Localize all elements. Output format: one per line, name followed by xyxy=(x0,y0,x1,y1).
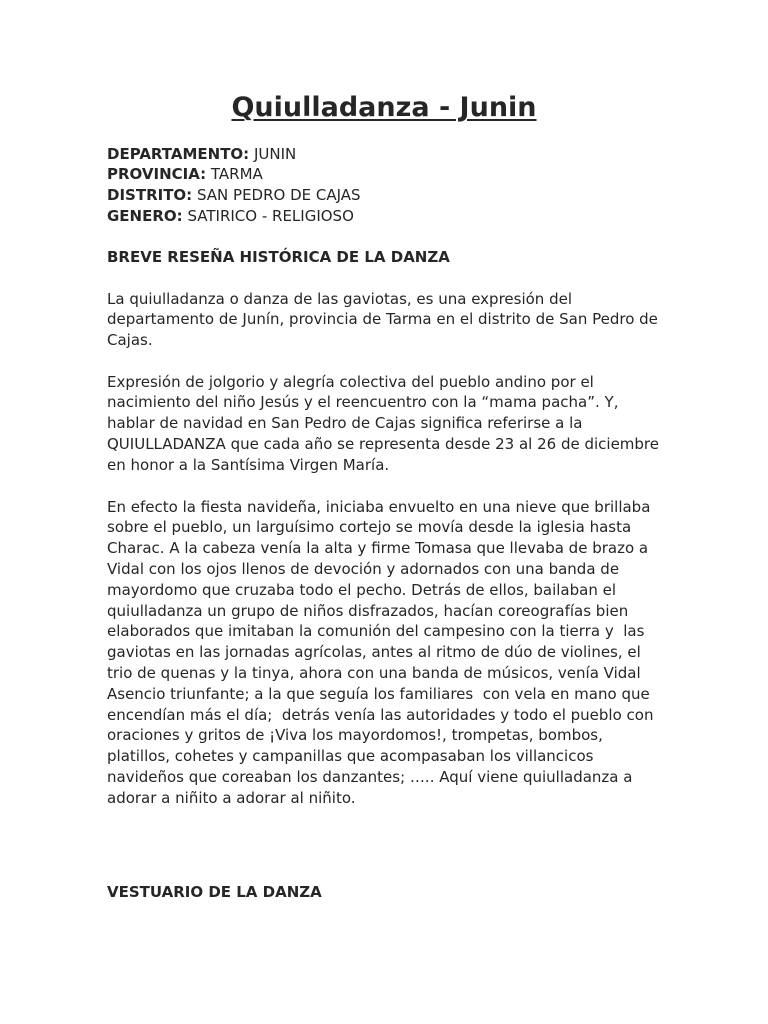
paragraph-line: adorar a niñito a adorar al niñito. xyxy=(107,788,356,807)
metadata-row-distrito xyxy=(107,185,707,206)
metadata-label: PROVINCIA: xyxy=(107,165,207,184)
paragraph-line: Asencio triunfante; a la que seguía los familiares con vela en mano que xyxy=(107,684,650,703)
paragraph-line: encendían más el día; detrás venía las autoridades y todo el pueblo con xyxy=(107,705,654,724)
paragraph-line: mayordomo que cruzaba todo el pecho. Detrás de ellos, bailaban el xyxy=(107,580,616,599)
metadata-label: DEPARTAMENTO: xyxy=(107,144,250,163)
paragraph-line: Cajas. xyxy=(107,331,153,350)
paragraph-3 xyxy=(107,497,707,809)
metadata-block xyxy=(107,144,707,227)
paragraph-line: trio de quenas y la tinya, ahora con una banda de músicos, venía Vidal xyxy=(107,663,641,682)
paragraph-line: elaborados que imitaban la comunión del campesino con la tierra y las xyxy=(107,622,645,641)
paragraph-line: navideños que coreaban los danzantes; ….. Aquí viene quiulladanza a xyxy=(107,767,633,786)
metadata-value: JUNIN xyxy=(253,144,297,163)
paragraph-line: oraciones y gritos de ¡Viva los mayordomos!, trompetas, bombos, xyxy=(107,726,603,745)
paragraph-line: en honor a la Santísima Virgen María. xyxy=(107,455,390,474)
paragraph-line: Vidal con los ojos llenos de devoción y adornados con una banda de xyxy=(107,559,620,578)
paragraph-line: quiulladanza un grupo de niños disfrazados, hacían coreografías bien xyxy=(107,601,629,620)
paragraph-line: platillos, cohetes y campanillas que acompasaban los villancicos xyxy=(107,747,594,766)
paragraph-2 xyxy=(107,372,707,476)
metadata-label: DISTRITO: xyxy=(107,186,193,205)
metadata-row-departamento xyxy=(107,144,707,165)
metadata-row-genero xyxy=(107,206,707,227)
paragraph-1 xyxy=(107,289,707,351)
paragraph-line: La quiulladanza o danza de las gaviotas, es una expresión del xyxy=(107,289,572,308)
paragraph-line: En efecto la fiesta navideña, iniciaba envuelto en una nieve que brillaba xyxy=(107,497,651,516)
metadata-row-provincia xyxy=(107,164,707,185)
metadata-label: GENERO: xyxy=(107,206,183,225)
metadata-value: TARMA xyxy=(210,165,263,184)
paragraph-line: Charac. A la cabeza venía la alta y firme Tomasa que llevaba de brazo a xyxy=(107,539,649,558)
paragraph-line: departamento de Junín, provincia de Tarma en el distrito de San Pedro de xyxy=(107,310,658,329)
section-heading-history: BREVE RESEÑA HISTÓRICA DE LA DANZA xyxy=(107,247,450,266)
section-heading-costume: VESTUARIO DE LA DANZA xyxy=(107,882,322,901)
paragraph-line: Expresión de jolgorio y alegría colectiva del pueblo andino por el xyxy=(107,372,594,391)
paragraph-line: sobre el pueblo, un larguísimo cortejo se movía desde la iglesia hasta xyxy=(107,518,632,537)
paragraph-line: nacimiento del niño Jesús y el reencuentro con la “mama pacha”. Y, xyxy=(107,393,619,412)
metadata-value: SATIRICO - RELIGIOSO xyxy=(187,206,354,225)
paragraph-line: QUIULLADANZA que cada año se representa desde 23 al 26 de diciembre xyxy=(107,434,659,453)
paragraph-line: gaviotas en las jornadas agrícolas, antes al ritmo de dúo de violines, el xyxy=(107,643,641,662)
document-title: Quiulladanza - Junin xyxy=(231,92,537,123)
metadata-value: SAN PEDRO DE CAJAS xyxy=(196,186,361,205)
paragraph-line: hablar de navidad en San Pedro de Cajas significa referirse a la xyxy=(107,414,583,433)
